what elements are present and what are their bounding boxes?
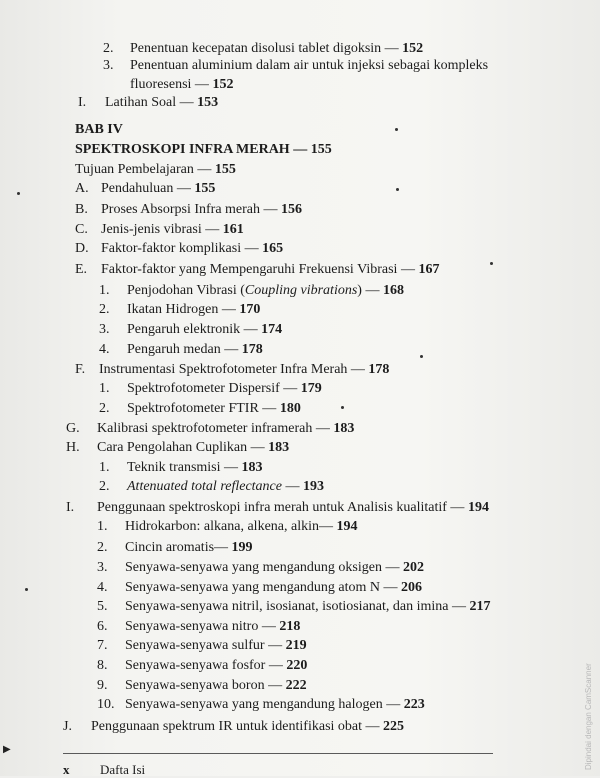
toc-page: 156 bbox=[281, 202, 303, 217]
ink-speck bbox=[420, 355, 423, 358]
ink-speck bbox=[490, 262, 493, 265]
toc-text: Penentuan kecepatan disolusi tablet digoksin — bbox=[130, 41, 403, 56]
chapter-label: BAB IV bbox=[75, 122, 123, 137]
footer-section-name: Dafta Isi bbox=[100, 762, 146, 777]
toc-marker: 3. bbox=[97, 560, 108, 575]
ink-speck bbox=[395, 128, 398, 131]
toc-page: 202 bbox=[402, 560, 424, 575]
toc-marker: 4. bbox=[99, 342, 110, 357]
toc-marker: I. bbox=[78, 95, 87, 110]
toc-text: Senyawa-senyawa yang mengandung atom N — bbox=[125, 580, 402, 595]
toc-entry bbox=[97, 560, 424, 576]
toc-page: 178 bbox=[368, 362, 390, 377]
toc-entry bbox=[66, 421, 354, 437]
toc-page: 170 bbox=[239, 302, 261, 317]
toc-marker: 10. bbox=[97, 697, 115, 712]
toc-entry bbox=[66, 500, 489, 516]
toc-entry bbox=[75, 202, 302, 218]
toc-page: 152 bbox=[212, 77, 234, 92]
toc-text: Spektrofotometer FTIR — bbox=[127, 401, 280, 416]
toc-text: Penjodohan Vibrasi ( bbox=[127, 283, 245, 298]
toc-entry bbox=[99, 401, 301, 417]
toc-marker: 2. bbox=[97, 540, 108, 555]
toc-text: Hidrokarbon: alkana, alkena, alkin— bbox=[125, 519, 337, 534]
toc-entry bbox=[99, 322, 282, 338]
toc-page: 155 bbox=[194, 181, 216, 196]
toc-entry bbox=[97, 519, 357, 535]
toc-text: Penggunaan spektroskopi infra merah untuk Analisis kualitatif — bbox=[97, 500, 468, 515]
toc-text-italic: Attenuated total reflectance bbox=[127, 479, 282, 494]
toc-text: ) — bbox=[357, 283, 383, 298]
triangle-marker-icon: ▶ bbox=[3, 744, 11, 755]
toc-page: 223 bbox=[403, 697, 425, 712]
toc-page: 222 bbox=[285, 678, 307, 693]
toc-page: 183 bbox=[333, 421, 355, 436]
toc-marker: 3. bbox=[103, 58, 114, 73]
toc-entry bbox=[97, 678, 307, 694]
chapter-title: SPEKTROSKOPI INFRA MERAH — 155 bbox=[75, 142, 332, 157]
toc-marker: 1. bbox=[97, 519, 108, 534]
toc-entry bbox=[99, 460, 263, 476]
toc-marker: 4. bbox=[97, 580, 108, 595]
toc-marker: 2. bbox=[103, 41, 114, 56]
toc-page: 220 bbox=[286, 658, 308, 673]
toc-entry bbox=[75, 222, 244, 238]
toc-page: 174 bbox=[261, 322, 283, 337]
toc-text: Senyawa-senyawa sulfur — bbox=[125, 638, 286, 653]
ink-speck bbox=[396, 188, 399, 191]
toc-entry bbox=[97, 697, 425, 713]
toc-page: 161 bbox=[222, 222, 244, 237]
footer-rule bbox=[63, 753, 493, 754]
toc-text: Jenis-jenis vibrasi — bbox=[101, 222, 223, 237]
toc-entry bbox=[63, 719, 404, 735]
toc-page: 155 bbox=[214, 162, 236, 177]
toc-marker: 1. bbox=[99, 381, 110, 396]
toc-page: 225 bbox=[383, 719, 405, 734]
toc-marker: I. bbox=[66, 500, 75, 515]
toc-page: 183 bbox=[241, 460, 263, 475]
toc-entry bbox=[75, 362, 389, 378]
toc-text: Pendahuluan — bbox=[101, 181, 195, 196]
toc-marker: C. bbox=[75, 222, 88, 237]
toc-text-italic: Coupling vibrations bbox=[244, 283, 358, 298]
toc-text: Latihan Soal — bbox=[105, 95, 198, 110]
toc-page: 194 bbox=[467, 500, 489, 515]
toc-marker: J. bbox=[63, 719, 72, 734]
toc-entry bbox=[97, 658, 307, 674]
toc-entry bbox=[75, 181, 215, 197]
toc-text: Senyawa-senyawa yang mengandung oksigen — bbox=[125, 560, 403, 575]
toc-marker: 9. bbox=[97, 678, 108, 693]
toc-text: Senyawa-senyawa nitro — bbox=[125, 619, 280, 634]
toc-marker: E. bbox=[75, 262, 88, 277]
toc-entry bbox=[99, 479, 324, 495]
ink-speck bbox=[25, 588, 28, 591]
ink-speck bbox=[341, 406, 344, 409]
toc-page: 219 bbox=[285, 638, 307, 653]
toc-marker: A. bbox=[75, 181, 89, 196]
toc-entry bbox=[103, 41, 423, 57]
toc-marker: F. bbox=[75, 362, 86, 377]
toc-entry bbox=[99, 302, 260, 318]
toc-page: 218 bbox=[279, 619, 301, 634]
toc-marker: 5. bbox=[97, 599, 108, 614]
toc-marker: 7. bbox=[97, 638, 108, 653]
toc-text: fluoresensi — bbox=[130, 77, 213, 92]
toc-text: Senyawa-senyawa boron — bbox=[125, 678, 286, 693]
toc-page: 167 bbox=[418, 262, 440, 277]
toc-text: Teknik transmisi — bbox=[127, 460, 242, 475]
toc-text: Senyawa-senyawa nitril, isosianat, isotiosianat, dan imina — bbox=[125, 599, 470, 614]
toc-text: Senyawa-senyawa yang mengandung halogen — bbox=[125, 697, 404, 712]
toc-text: Instrumentasi Spektrofotometer Infra Merah — bbox=[99, 362, 369, 377]
toc-marker: 2. bbox=[99, 302, 110, 317]
toc-text: Proses Absorpsi Infra merah — bbox=[101, 202, 282, 217]
toc-marker: 1. bbox=[99, 460, 110, 475]
toc-marker: D. bbox=[75, 241, 89, 256]
footer-page-number: x bbox=[63, 762, 70, 777]
toc-page: 199 bbox=[231, 540, 253, 555]
toc-entry bbox=[75, 262, 439, 278]
toc-page: 193 bbox=[302, 479, 324, 494]
toc-text: Cara Pengolahan Cuplikan — bbox=[97, 440, 269, 455]
toc-page: 153 bbox=[197, 95, 219, 110]
scanner-watermark: Dipindai dengan CamScanner bbox=[584, 663, 593, 770]
toc-entry bbox=[99, 283, 404, 299]
toc-marker: 1. bbox=[99, 283, 110, 298]
toc-entry bbox=[75, 241, 283, 257]
toc-marker: G. bbox=[66, 421, 80, 436]
toc-text: — bbox=[281, 479, 303, 494]
toc-text: Kalibrasi spektrofotometer inframerah — bbox=[97, 421, 334, 436]
toc-page: 165 bbox=[262, 241, 284, 256]
toc-entry bbox=[97, 638, 307, 654]
toc-entry bbox=[75, 162, 236, 178]
toc-page: 217 bbox=[469, 599, 491, 614]
toc-entry bbox=[97, 540, 253, 556]
toc-entry bbox=[66, 440, 289, 456]
toc-marker: H. bbox=[66, 440, 80, 455]
toc-page: 206 bbox=[401, 580, 423, 595]
ink-speck bbox=[17, 192, 20, 195]
toc-entry bbox=[130, 77, 233, 93]
toc-text: Penggunaan spektrum IR untuk identifikasi obat — bbox=[91, 719, 384, 734]
toc-text: Cincin aromatis— bbox=[125, 540, 232, 555]
toc-text: Pengaruh medan — bbox=[127, 342, 242, 357]
toc-text: Penentuan aluminium dalam air untuk injeksi sebagai kompleks bbox=[130, 58, 489, 73]
toc-text: Faktor-faktor komplikasi — bbox=[101, 241, 263, 256]
toc-marker: 2. bbox=[99, 479, 110, 494]
toc-entry bbox=[97, 619, 300, 635]
toc-page: 178 bbox=[241, 342, 263, 357]
toc-entry bbox=[97, 580, 422, 596]
toc-page: 152 bbox=[402, 41, 424, 56]
toc-marker: 8. bbox=[97, 658, 108, 673]
toc-page: 180 bbox=[279, 401, 301, 416]
toc-entry bbox=[97, 599, 490, 615]
toc-text: Faktor-faktor yang Mempengaruhi Frekuensi Vibrasi — bbox=[101, 262, 419, 277]
toc-page: 194 bbox=[336, 519, 358, 534]
toc-entry bbox=[103, 58, 488, 74]
toc-text: Ikatan Hidrogen — bbox=[127, 302, 240, 317]
toc-marker: 6. bbox=[97, 619, 108, 634]
toc-text: Senyawa-senyawa fosfor — bbox=[125, 658, 287, 673]
toc-page: 183 bbox=[268, 440, 290, 455]
toc-entry bbox=[78, 95, 218, 111]
toc-entry bbox=[99, 381, 322, 397]
toc-entry bbox=[99, 342, 263, 358]
toc-marker: B. bbox=[75, 202, 88, 217]
toc-page: 179 bbox=[300, 381, 322, 396]
toc-marker: 2. bbox=[99, 401, 110, 416]
toc-text: Pengaruh elektronik — bbox=[127, 322, 262, 337]
toc-text: Spektrofotometer Dispersif — bbox=[127, 381, 301, 396]
toc-text: Tujuan Pembelajaran — bbox=[75, 162, 215, 177]
toc-marker: 3. bbox=[99, 322, 110, 337]
toc-page: 168 bbox=[382, 283, 404, 298]
